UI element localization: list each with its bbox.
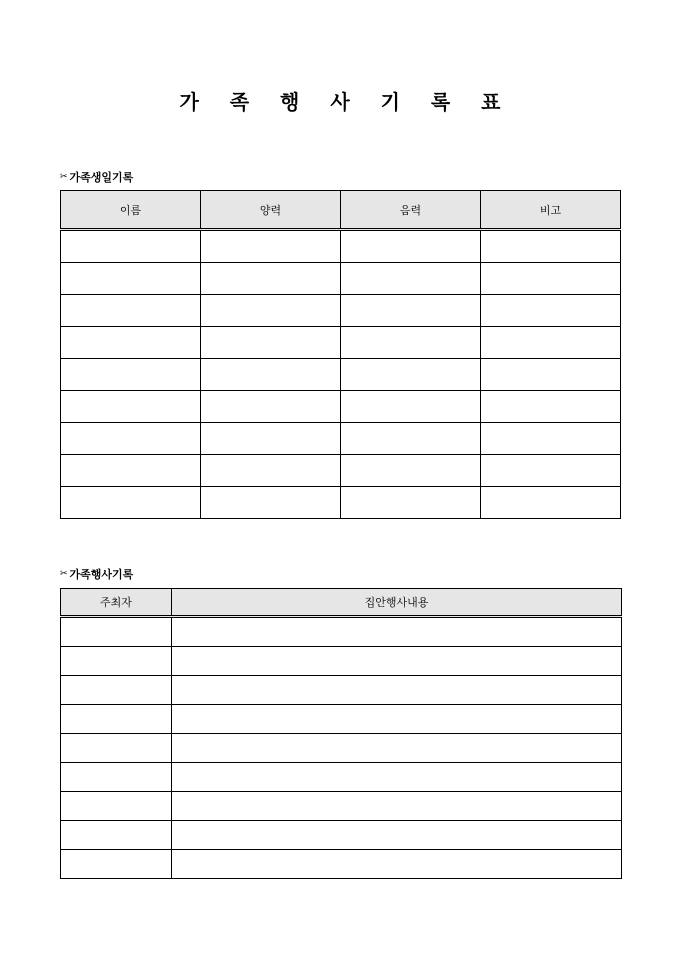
table-row bbox=[61, 391, 621, 423]
table-cell[interactable] bbox=[341, 359, 481, 391]
table-header-row bbox=[61, 191, 621, 230]
table-cell[interactable] bbox=[481, 359, 621, 391]
table-cell[interactable] bbox=[341, 455, 481, 487]
page-title: 가 족 행 사 기 록 표 bbox=[179, 90, 513, 114]
column-header-host: 주최자 bbox=[61, 589, 172, 617]
column-header-event-details: 집안행사내용 bbox=[172, 589, 622, 617]
table-cell[interactable] bbox=[201, 327, 341, 359]
table-cell[interactable] bbox=[172, 647, 622, 676]
table-cell[interactable] bbox=[61, 391, 201, 423]
table-cell[interactable] bbox=[61, 850, 172, 879]
table-cell[interactable] bbox=[481, 230, 621, 263]
table-cell[interactable] bbox=[61, 487, 201, 519]
table-cell[interactable] bbox=[201, 391, 341, 423]
table-row bbox=[61, 850, 622, 879]
table-header-row bbox=[61, 589, 622, 617]
table-cell[interactable] bbox=[481, 455, 621, 487]
table-cell[interactable] bbox=[61, 792, 172, 821]
column-header-note: 비고 bbox=[481, 191, 621, 230]
table-cell[interactable] bbox=[201, 359, 341, 391]
table-row bbox=[61, 763, 622, 792]
table-cell[interactable] bbox=[172, 617, 622, 647]
table-cell[interactable] bbox=[201, 230, 341, 263]
table-cell[interactable] bbox=[481, 391, 621, 423]
scissors-icon: ✂ bbox=[60, 172, 68, 182]
birthday-section-label bbox=[60, 169, 133, 185]
table-cell[interactable] bbox=[172, 792, 622, 821]
table-cell[interactable] bbox=[61, 327, 201, 359]
table-cell[interactable] bbox=[341, 230, 481, 263]
event-section-title: 가족행사기록 bbox=[69, 568, 134, 581]
table-cell[interactable] bbox=[61, 821, 172, 850]
table-cell[interactable] bbox=[341, 295, 481, 327]
table-row bbox=[61, 676, 622, 705]
table-row bbox=[61, 617, 622, 647]
table-row bbox=[61, 487, 621, 519]
table-row bbox=[61, 359, 621, 391]
table-cell[interactable] bbox=[481, 327, 621, 359]
scissors-icon: ✂ bbox=[60, 569, 68, 579]
table-cell[interactable] bbox=[172, 821, 622, 850]
table-cell[interactable] bbox=[172, 705, 622, 734]
table-cell[interactable] bbox=[201, 295, 341, 327]
table-row bbox=[61, 821, 622, 850]
table-row bbox=[61, 792, 622, 821]
table-cell[interactable] bbox=[61, 295, 201, 327]
table-cell[interactable] bbox=[61, 763, 172, 792]
table-cell[interactable] bbox=[341, 391, 481, 423]
table-row bbox=[61, 327, 621, 359]
table-cell[interactable] bbox=[172, 763, 622, 792]
table-cell[interactable] bbox=[201, 487, 341, 519]
table-cell[interactable] bbox=[201, 455, 341, 487]
event-table bbox=[60, 588, 622, 879]
table-cell[interactable] bbox=[61, 423, 201, 455]
table-cell[interactable] bbox=[172, 676, 622, 705]
table-row bbox=[61, 263, 621, 295]
table-cell[interactable] bbox=[201, 263, 341, 295]
table-row bbox=[61, 647, 622, 676]
table-row bbox=[61, 230, 621, 263]
birthday-section-title: 가족생일기록 bbox=[69, 171, 134, 184]
table-cell[interactable] bbox=[172, 850, 622, 879]
table-cell[interactable] bbox=[481, 423, 621, 455]
table-cell[interactable] bbox=[61, 676, 172, 705]
table-row bbox=[61, 734, 622, 763]
table-cell[interactable] bbox=[481, 263, 621, 295]
table-cell[interactable] bbox=[61, 455, 201, 487]
column-header-solar: 양력 bbox=[201, 191, 341, 230]
table-cell[interactable] bbox=[172, 734, 622, 763]
table-cell[interactable] bbox=[481, 487, 621, 519]
table-cell[interactable] bbox=[61, 647, 172, 676]
table-cell[interactable] bbox=[61, 263, 201, 295]
table-cell[interactable] bbox=[341, 487, 481, 519]
event-section-label bbox=[60, 566, 133, 582]
table-row bbox=[61, 455, 621, 487]
table-cell[interactable] bbox=[61, 734, 172, 763]
table-cell[interactable] bbox=[341, 423, 481, 455]
table-cell[interactable] bbox=[61, 359, 201, 391]
table-cell[interactable] bbox=[61, 617, 172, 647]
column-header-lunar: 음력 bbox=[341, 191, 481, 230]
table-cell[interactable] bbox=[341, 327, 481, 359]
table-cell[interactable] bbox=[61, 705, 172, 734]
table-row bbox=[61, 423, 621, 455]
table-row bbox=[61, 295, 621, 327]
table-cell[interactable] bbox=[61, 230, 201, 263]
table-cell[interactable] bbox=[481, 295, 621, 327]
column-header-name: 이름 bbox=[61, 191, 201, 230]
birthday-table bbox=[60, 190, 621, 519]
table-row bbox=[61, 705, 622, 734]
table-cell[interactable] bbox=[341, 263, 481, 295]
table-cell[interactable] bbox=[201, 423, 341, 455]
